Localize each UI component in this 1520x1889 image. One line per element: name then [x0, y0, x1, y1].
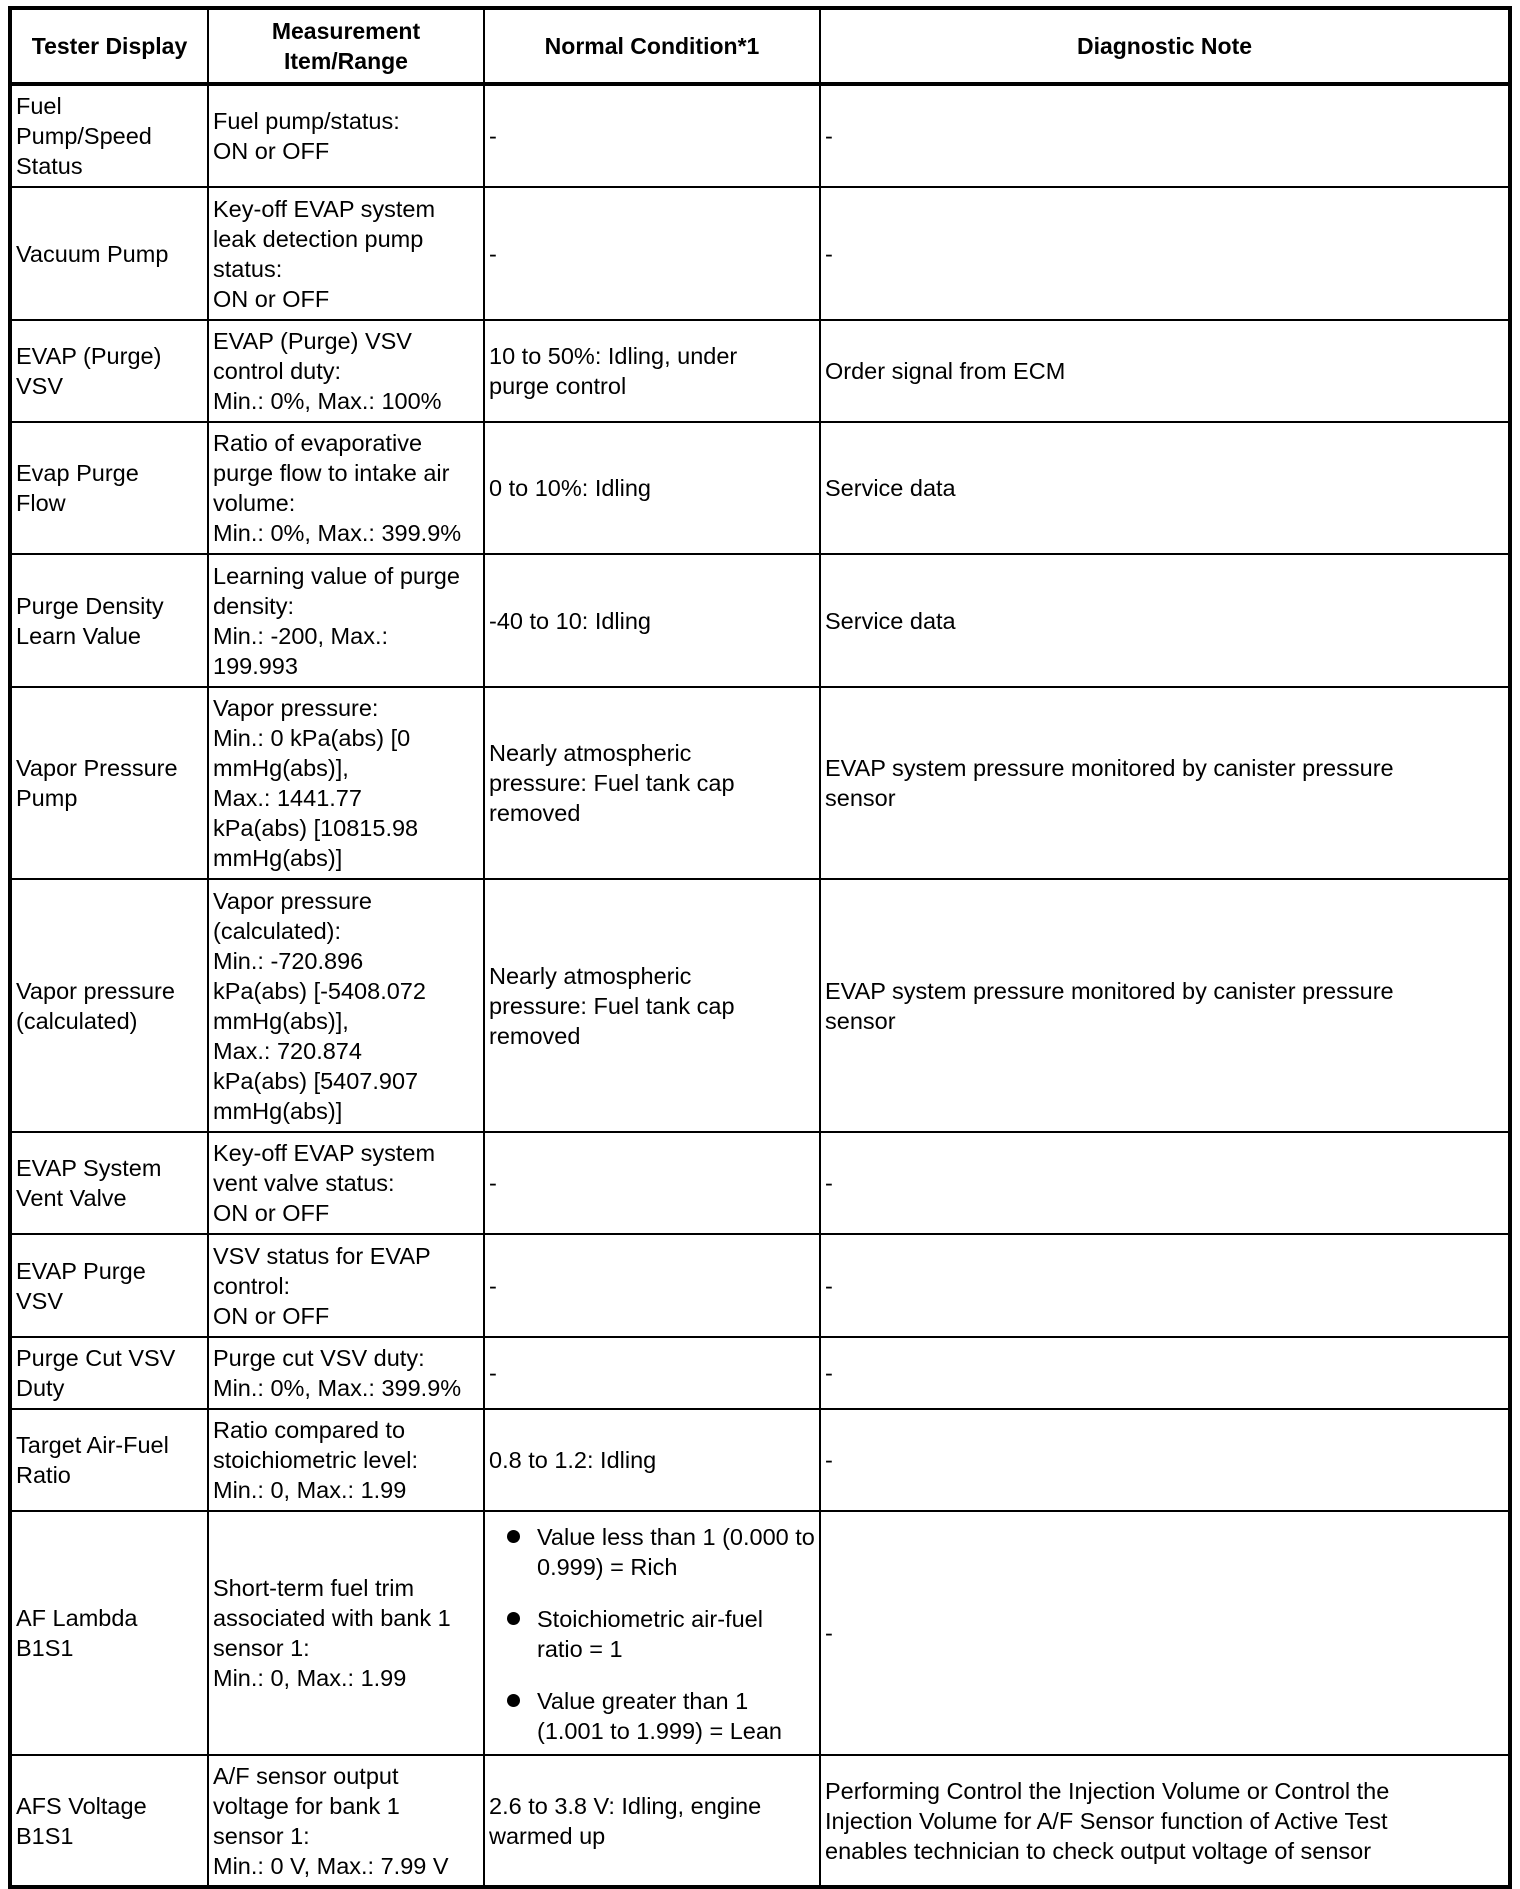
measurement-cell: Vapor pressure (calculated): Min.: -720.896 kPa(abs) [-5408.072 mmHg(abs)], Max.: 720.874 kPa(abs) [5407.907 mmHg(abs)]	[208, 879, 484, 1132]
table-row	[10, 1755, 1510, 1887]
measurement-cell: Vapor pressure: Min.: 0 kPa(abs) [0 mmHg(abs)], Max.: 1441.77 kPa(abs) [10815.98 mmHg(abs)]	[208, 687, 484, 879]
normal-condition-bullet-list	[489, 1522, 815, 1746]
header-tester-display: Tester Display	[10, 8, 208, 84]
normal-condition-cell: 10 to 50%: Idling, under purge control	[484, 320, 820, 422]
normal-condition-cell: Nearly atmospheric pressure: Fuel tank cap removed	[484, 879, 820, 1132]
normal-condition-cell	[484, 1511, 820, 1755]
tester-display-cell: Target Air-Fuel Ratio	[10, 1409, 208, 1511]
measurement-cell: VSV status for EVAP control: ON or OFF	[208, 1234, 484, 1337]
measurement-cell: Short-term fuel trim associated with bank 1 sensor 1: Min.: 0, Max.: 1.99	[208, 1511, 484, 1755]
measurement-cell: Ratio compared to stoichiometric level: Min.: 0, Max.: 1.99	[208, 1409, 484, 1511]
diagnostic-note-cell: -	[820, 84, 1510, 187]
measurement-cell: Fuel pump/status: ON or OFF	[208, 84, 484, 187]
normal-condition-cell: Nearly atmospheric pressure: Fuel tank cap removed	[484, 687, 820, 879]
normal-condition-cell: 0 to 10%: Idling	[484, 422, 820, 554]
table-row	[10, 84, 1510, 187]
normal-condition-cell: -	[484, 187, 820, 320]
diagnostic-note-cell: EVAP system pressure monitored by canister pressure sensor	[820, 879, 1510, 1132]
measurement-cell: Key-off EVAP system vent valve status: ON or OFF	[208, 1132, 484, 1234]
tester-display-cell: EVAP Purge VSV	[10, 1234, 208, 1337]
tester-display-cell: Purge Cut VSV Duty	[10, 1337, 208, 1409]
normal-condition-cell: 0.8 to 1.2: Idling	[484, 1409, 820, 1511]
diagnostic-note-cell: -	[820, 1409, 1510, 1511]
tester-display-cell: AF Lambda B1S1	[10, 1511, 208, 1755]
list-item: Value greater than 1 (1.001 to 1.999) = Lean	[507, 1686, 815, 1746]
table-row	[10, 687, 1510, 879]
table-row	[10, 1511, 1510, 1755]
tester-display-cell: Vacuum Pump	[10, 187, 208, 320]
normal-condition-cell: 2.6 to 3.8 V: Idling, engine warmed up	[484, 1755, 820, 1887]
list-item: Stoichiometric air-fuel ratio = 1	[507, 1604, 815, 1664]
diagnostic-note-cell: EVAP system pressure monitored by canister pressure sensor	[820, 687, 1510, 879]
tester-display-cell: EVAP (Purge) VSV	[10, 320, 208, 422]
normal-condition-cell: -	[484, 1234, 820, 1337]
measurement-cell: Learning value of purge density: Min.: -200, Max.: 199.993	[208, 554, 484, 687]
diagnostic-note-cell: Service data	[820, 422, 1510, 554]
tester-display-cell: Purge Density Learn Value	[10, 554, 208, 687]
list-item: Value less than 1 (0.000 to 0.999) = Rich	[507, 1522, 815, 1582]
table-row	[10, 879, 1510, 1132]
tester-display-cell: Evap Purge Flow	[10, 422, 208, 554]
measurement-cell: Ratio of evaporative purge flow to intake air volume: Min.: 0%, Max.: 399.9%	[208, 422, 484, 554]
measurement-cell: Key-off EVAP system leak detection pump status: ON or OFF	[208, 187, 484, 320]
normal-condition-cell: -	[484, 84, 820, 187]
table-row	[10, 1337, 1510, 1409]
table-row	[10, 320, 1510, 422]
tester-display-cell: Vapor Pressure Pump	[10, 687, 208, 879]
table-row	[10, 187, 1510, 320]
table-row	[10, 1409, 1510, 1511]
tester-display-cell: Fuel Pump/Speed Status	[10, 84, 208, 187]
measurement-cell: Purge cut VSV duty: Min.: 0%, Max.: 399.9%	[208, 1337, 484, 1409]
normal-condition-cell: -	[484, 1132, 820, 1234]
measurement-cell: EVAP (Purge) VSV control duty: Min.: 0%, Max.: 100%	[208, 320, 484, 422]
table-row	[10, 422, 1510, 554]
header-measurement: Measurement Item/Range	[208, 8, 484, 84]
diagnostic-data-table	[8, 6, 1512, 1889]
table-row	[10, 1234, 1510, 1337]
tester-display-cell: EVAP System Vent Valve	[10, 1132, 208, 1234]
tester-display-cell: AFS Voltage B1S1	[10, 1755, 208, 1887]
header-row	[10, 8, 1510, 84]
table-row	[10, 1132, 1510, 1234]
table-row	[10, 554, 1510, 687]
measurement-cell: A/F sensor output voltage for bank 1 sensor 1: Min.: 0 V, Max.: 7.99 V	[208, 1755, 484, 1887]
diagnostic-note-cell: -	[820, 1234, 1510, 1337]
diagnostic-note-cell: -	[820, 1511, 1510, 1755]
diagnostic-note-cell: -	[820, 1132, 1510, 1234]
diagnostic-note-cell: -	[820, 1337, 1510, 1409]
normal-condition-cell: -40 to 10: Idling	[484, 554, 820, 687]
header-diagnostic-note: Diagnostic Note	[820, 8, 1510, 84]
header-normal-condition: Normal Condition*1	[484, 8, 820, 84]
tester-display-cell: Vapor pressure (calculated)	[10, 879, 208, 1132]
diagnostic-note-cell: -	[820, 187, 1510, 320]
diagnostic-note-cell: Performing Control the Injection Volume or Control the Injection Volume for A/F Sensor function of Active Test enables technician to check output voltage of sensor	[820, 1755, 1510, 1887]
diagnostic-note-cell: Order signal from ECM	[820, 320, 1510, 422]
normal-condition-cell: -	[484, 1337, 820, 1409]
diagnostic-note-cell: Service data	[820, 554, 1510, 687]
